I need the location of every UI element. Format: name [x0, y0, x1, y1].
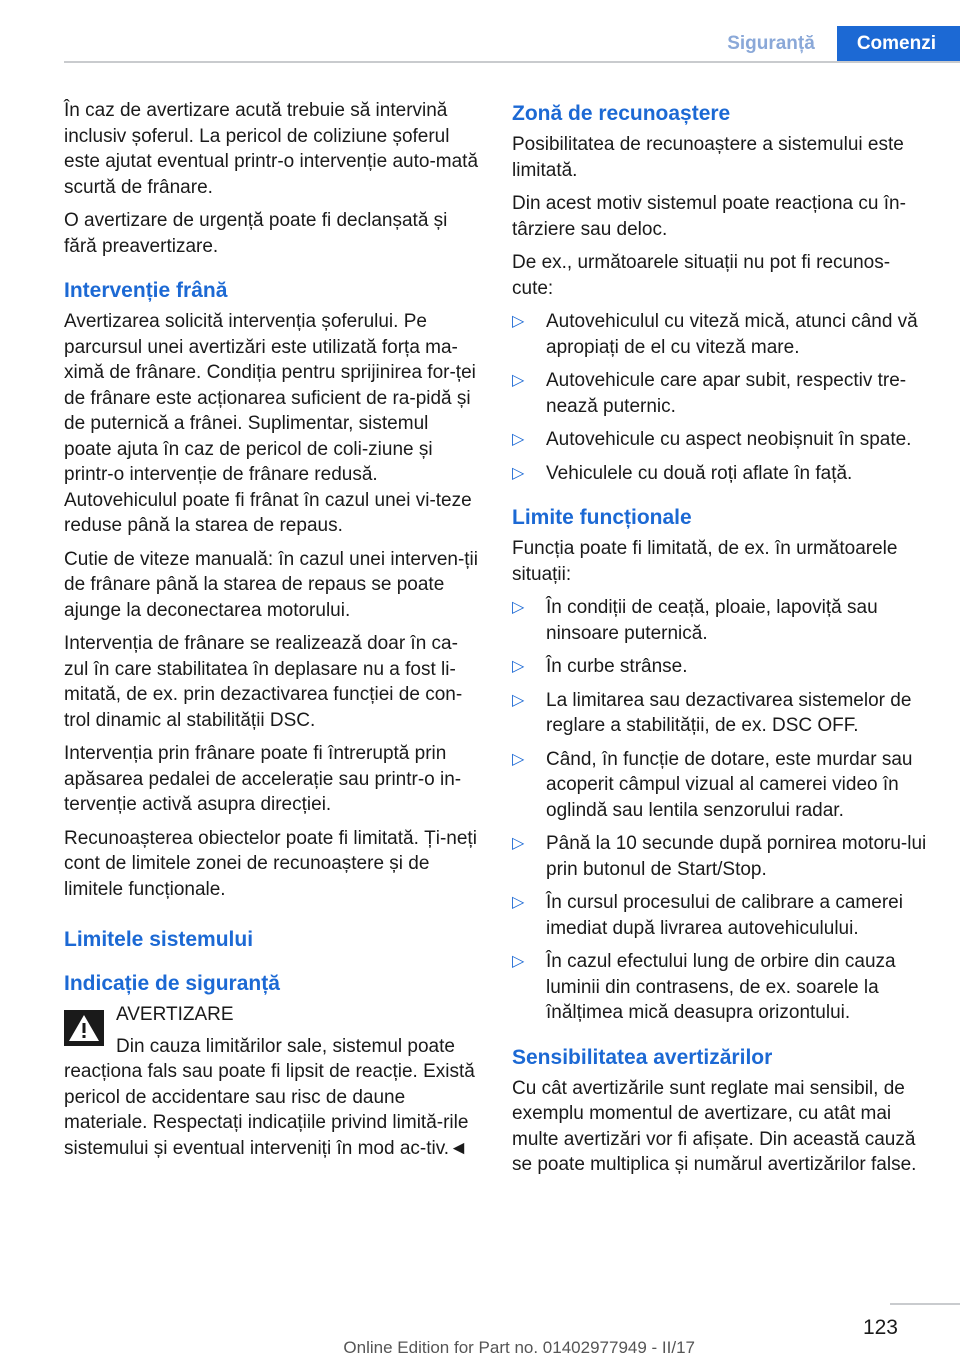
triangle-bullet-icon: ▷: [512, 953, 525, 970]
list-item-text: La limitarea sau dezactivarea sistemelor de reglare a stabilității, de ex. DSC OFF.: [546, 689, 912, 736]
functional-list: [512, 595, 930, 1026]
triangle-bullet-icon: ▷: [512, 431, 525, 448]
zone-heading: Zonă de recunoaștere: [512, 102, 731, 125]
list-item: [512, 688, 930, 739]
triangle-bullet-icon: ▷: [512, 313, 525, 330]
zone-paragraph-1: Posibilitatea de recunoaștere a sistemului este limitată.: [512, 134, 904, 181]
list-item: [512, 368, 930, 419]
triangle-bullet-icon: ▷: [512, 835, 525, 852]
list-item: [512, 831, 930, 882]
triangle-bullet-icon: ▷: [512, 372, 525, 389]
functional-heading: Limite funcționale: [512, 506, 692, 529]
zone-paragraph-3: De ex., următoarele situații nu pot fi recunos-cute:: [512, 252, 891, 299]
brake-paragraph-4: Intervenția prin frânare poate fi întreruptă prin apăsarea pedalei de accelerație sau printr-o in-tervenție activă asupra direcției.: [64, 743, 462, 815]
list-item: [512, 427, 930, 453]
triangle-bullet-icon: ▷: [512, 464, 525, 482]
list-item-text: Până la 10 secunde după pornirea motoru-lui prin butonul de Start/Stop.: [546, 833, 927, 880]
list-item-text: Vehiculele cu două roți aflate în față.: [546, 462, 853, 484]
brake-paragraph-1: Avertizarea solicită intervenția șoferului. Pe parcursul unei avertizări este utilizată forța ma-ximă de frânare. Condiția pentru sprijinirea for-ței de frânare este acționarea suficient de ra-pidă și de puternică a frânei. Suplimentar, sistemul poate ajuta în caz de pericol de coli-ziune și printr-o intervenție de frânare redusă. Autovehiculul poate fi frânat în cazul unei vi-teze reduse până la starea de repaus.: [64, 311, 476, 536]
triangle-bullet-icon: ▷: [512, 691, 525, 709]
brake-paragraph-3: Intervenția de frânare se realizează doar în ca-zul în care stabilitatea în deplasare nu a fost li-mitată, de ex. prin dezactivarea funcției de con-trol dinamic al stabilității DSC.: [64, 633, 463, 731]
safety-heading: Indicație de siguranță: [64, 972, 280, 995]
list-item: [512, 595, 930, 646]
brake-paragraph-2: Cutie de viteze manuală: în cazul unei interven-ții de frânare până la starea de repaus se poate ajunge la deconectarea motorului.: [64, 548, 479, 621]
header-divider: [64, 61, 960, 63]
zone-list: [512, 309, 930, 486]
list-item: [512, 890, 930, 941]
triangle-bullet-icon: ▷: [512, 750, 525, 768]
triangle-bullet-icon: ▷: [512, 658, 525, 675]
list-item: [512, 747, 930, 824]
intro-paragraph-2: O avertizare de urgență poate fi declanșată și fără preavertizare.: [64, 210, 448, 257]
list-item-text: În cursul procesului de calibrare a camerei imediat după livrarea autovehiculului.: [546, 892, 903, 939]
zone-paragraph-2: Din acest motiv sistemul poate reacționa cu în-târziere sau deloc.: [512, 193, 906, 240]
tab-siguranta[interactable]: Siguranță: [705, 26, 837, 62]
left-column: [64, 98, 480, 1161]
page-number: 123: [862, 1316, 898, 1339]
list-item-text: În curbe strânse.: [546, 656, 688, 677]
right-column: [512, 98, 930, 1186]
warning-text: Din cauza limitărilor sale, sistemul poate reacționa fals sau poate fi lipsit de reacție. Există pericol de accidentare sau risc de daune materiale. Respectați indicațiile privind limită-rile sistemului și eventual interveniți în mod ac-tiv.◄: [64, 1035, 475, 1159]
limits-heading: Limitele sistemului: [64, 928, 254, 951]
list-item-text: Autovehicule care apar subit, respectiv tre-nează puternic.: [546, 370, 907, 417]
edition-footer: Online Edition for Part no. 01402977949 - II/17: [343, 1338, 695, 1357]
list-item-text: Autovehicule cu aspect neobișnuit în spate.: [546, 429, 912, 450]
list-item-text: Când, în funcție de dotare, este murdar sau acoperit câmpul vizual al camerei video în oglindă sau lentila senzorului radar.: [546, 748, 913, 821]
section-tabs: [705, 26, 960, 62]
tab-comenzi[interactable]: Comenzi: [837, 26, 960, 62]
triangle-bullet-icon: ▷: [512, 894, 525, 911]
list-item-text: Autovehiculul cu viteză mică, atunci când vă apropiați de el cu viteză mare.: [546, 311, 918, 358]
triangle-bullet-icon: ▷: [512, 599, 525, 616]
brake-heading: Intervenție frână: [64, 279, 228, 302]
warning-triangle-icon: [64, 1010, 104, 1046]
warning-box: [64, 1002, 480, 1161]
brake-paragraph-5: Recunoașterea obiectelor poate fi limitată. Ți-neți cont de limitele zonei de recunoaștere și de limitele funcționale.: [64, 827, 477, 900]
functional-intro: Funcția poate fi limitată, de ex. în următoarele situații:: [512, 538, 898, 585]
sensitivity-heading: Sensibilitatea avertizărilor: [512, 1045, 773, 1069]
intro-paragraph-1: În caz de avertizare acută trebuie să intervină inclusiv șoferul. La pericol de coliziune șoferul este ajutat eventual printr-o intervenție auto-mată scurtă de frânare.: [64, 100, 479, 198]
list-item-text: În condiții de ceață, ploaie, lapoviță sau ninsoare puternică.: [546, 597, 878, 644]
list-item: [512, 654, 930, 680]
sensitivity-paragraph: Cu cât avertizările sunt reglate mai sensibil, de exemplu momentul de avertizare, cu atât mai multe avertizări vor fi afișate. Din această cauză se poate multiplica și numărul avertizărilor false.: [512, 1077, 917, 1175]
list-item-text: În cazul efectului lung de orbire din cauza luminii din contrasens, de ex. soarele la înălțimea mică deasupra orizontului.: [546, 951, 896, 1023]
list-item: [512, 309, 930, 360]
warning-title: AVERTIZARE: [116, 1004, 234, 1025]
list-item: [512, 461, 930, 487]
list-item: [512, 949, 930, 1026]
footer-divider: [890, 1303, 960, 1305]
